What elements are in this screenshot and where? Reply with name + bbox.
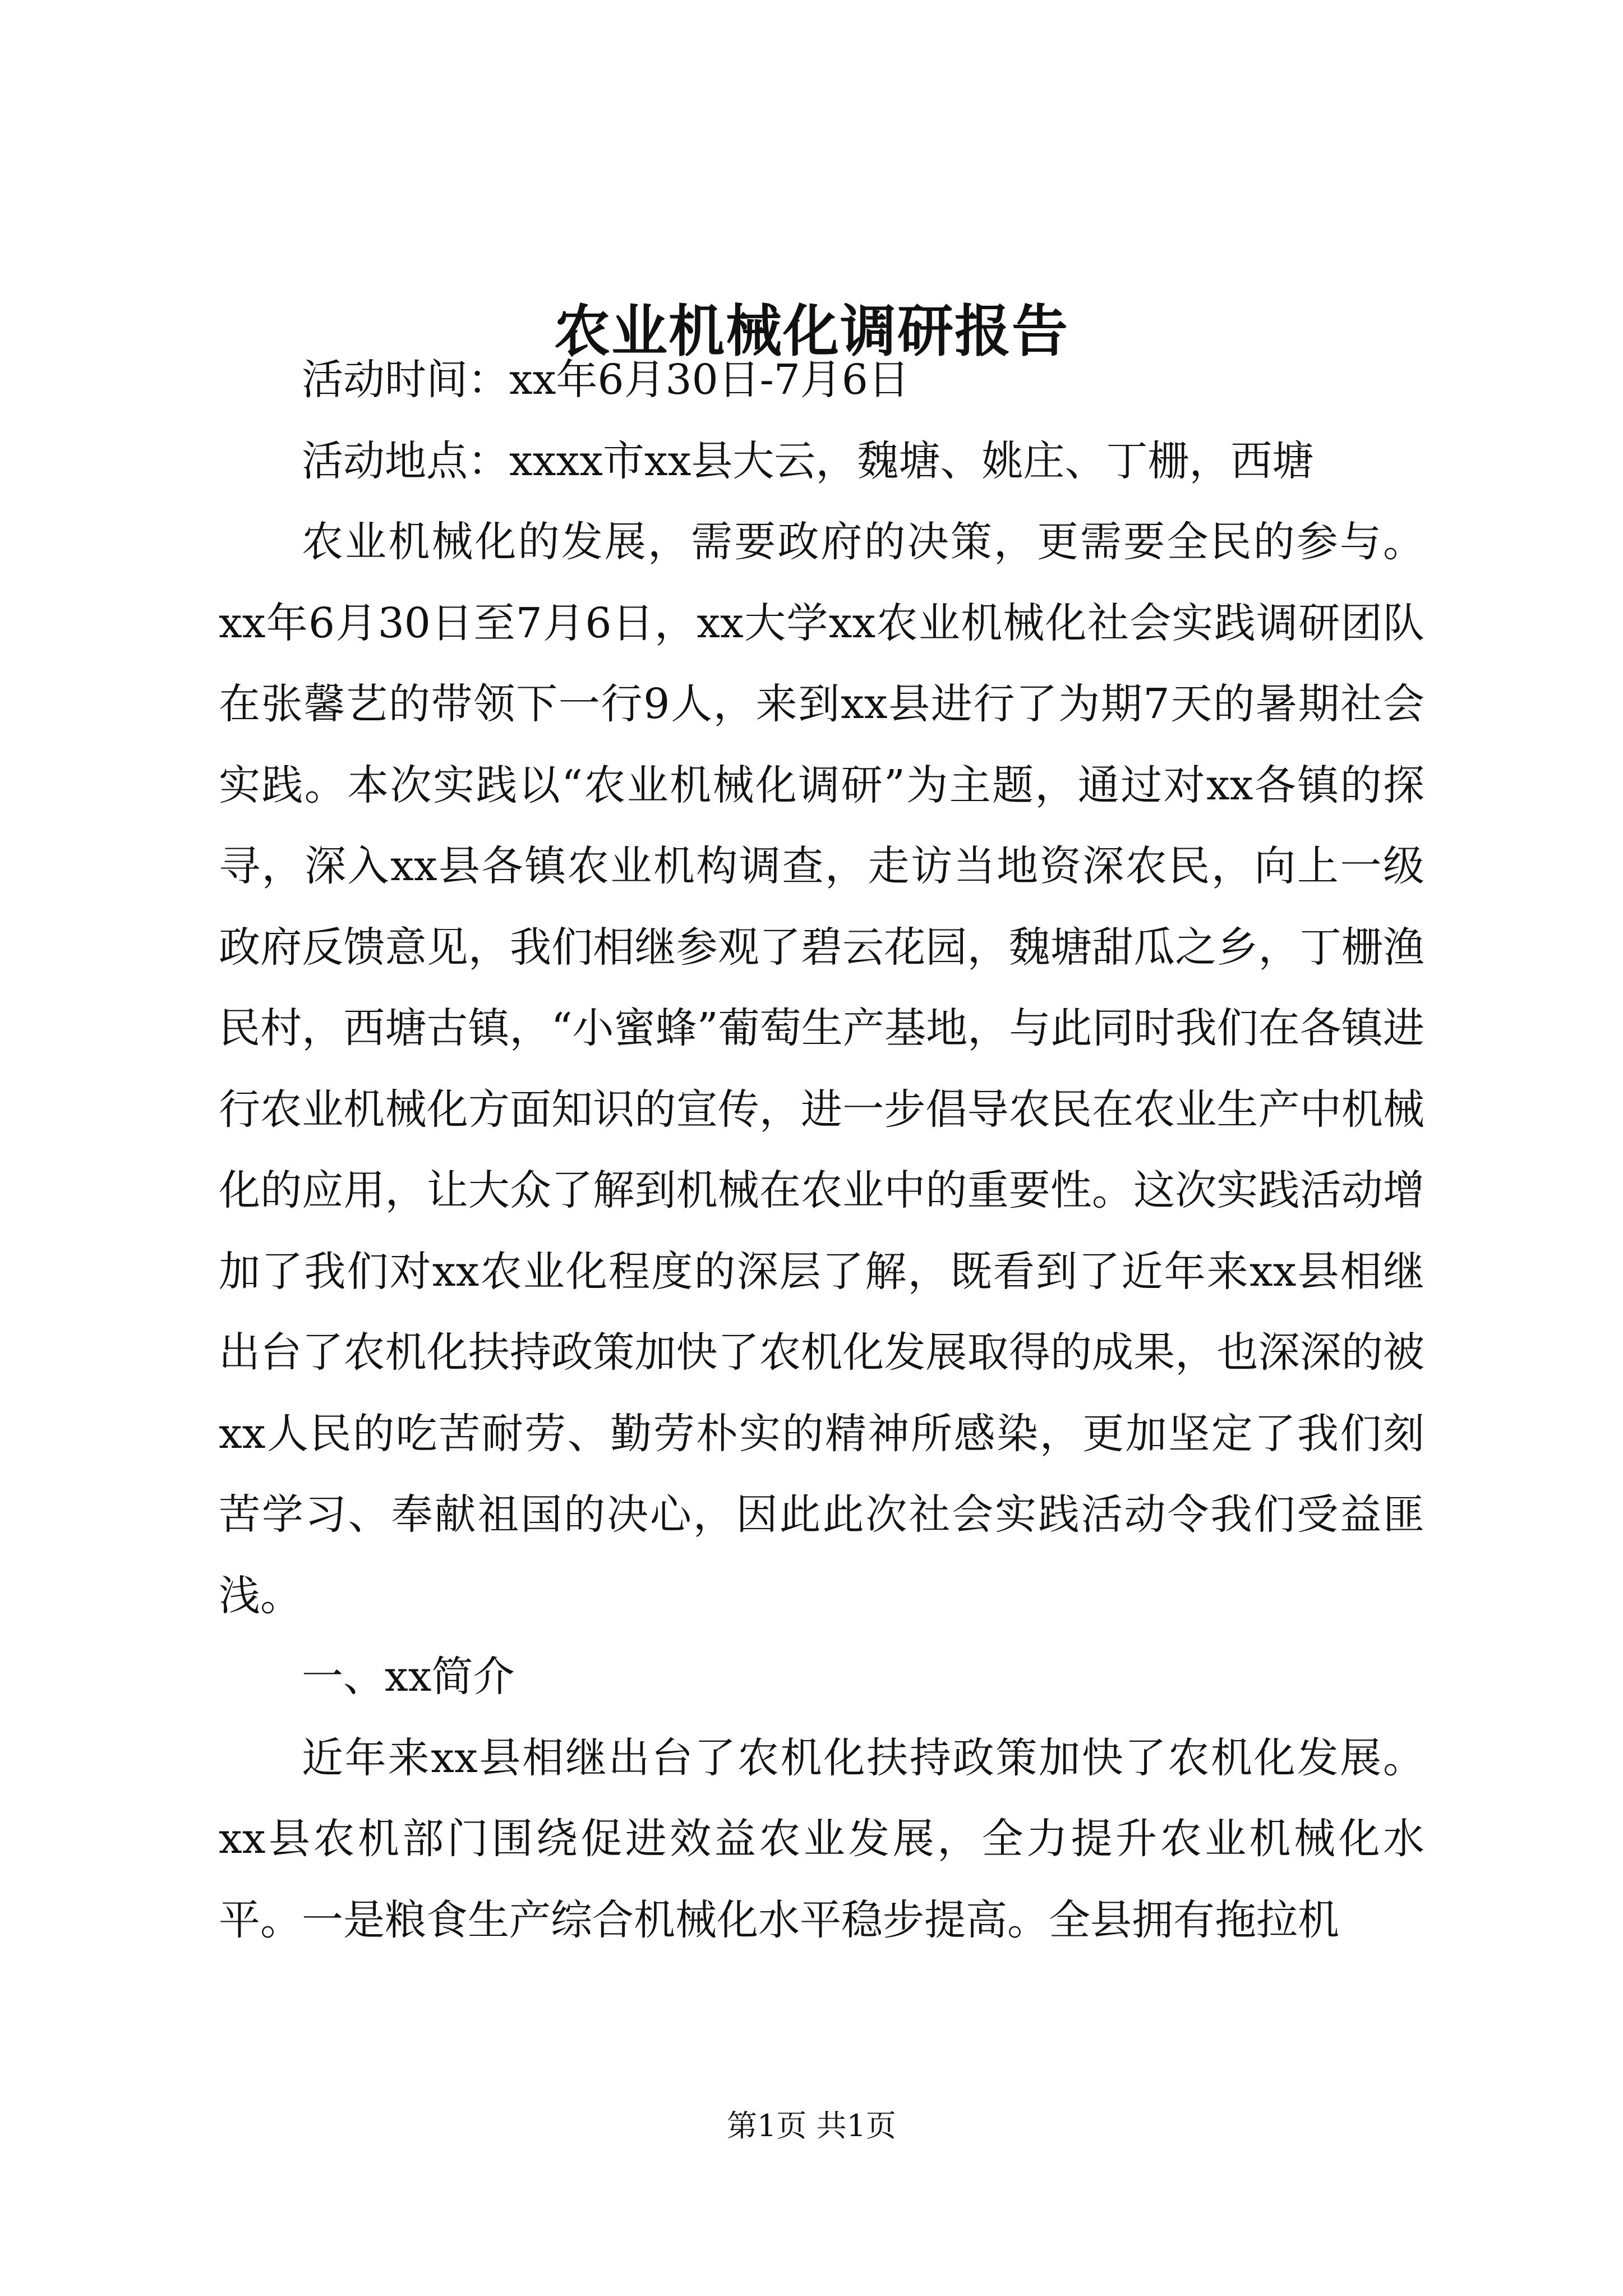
section-heading: 一、xx简介	[302, 1653, 515, 1701]
intro-paragraph: 农业机械化的发展，需要政府的决策，更需要全民的参与。xx年6月30日至7月6日，xx大学xx农业机械化社会实践调研团队在张馨艺的带领下一行9人，来到xx县进行了为期7天的暑期社会实践。本次实践以“农业机械化调研”为主题，通过对xx各镇的探寻，深入xx县各镇农业机构调查，走访当地资深农民，向上一级政府反馈意见，我们相继参观了碧云花园，魏塘甜瓜之乡，丁栅渔民村，西塘古镇，“小蜜蜂”葡萄生产基地，与此同时我们在各镇进行农业机械化方面知识的宣传，进一步倡导农民在农业生产中机械化的应用，让大众了解到机械在农业中的重要性。这次实践活动增加了我们对xx农业化程度的深层了解，既看到了近年来xx县相继出台了农机化扶持政策加快了农机化发展取得的成果，也深深的被xx人民的吃苦耐劳、勤劳朴实的精神所感染，更加坚定了我们刻苦学习、奉献祖国的决心，因此此次社会实践活动令我们受益匪浅。	[219, 518, 1424, 1620]
document-title: 农业机械化调研报告	[554, 298, 1069, 364]
document-body	[219, 339, 1424, 1961]
page-footer: 第1页 共1页	[727, 2108, 896, 2143]
activity-time-line: 活动时间：xx年6月30日-7月6日	[302, 356, 910, 404]
section-paragraph: 近年来xx县相继出台了农机化扶持政策加快了农机化发展。xx县农机部门围绕促进效益农业发展，全力提升农业机械化水平。一是粮食生产综合机械化水平稳步提高。全县拥有拖拉机	[219, 1733, 1424, 1944]
activity-location-line: 活动地点：xxxx市xx县大云，魏塘、姚庄、丁栅，西塘	[302, 436, 1314, 485]
